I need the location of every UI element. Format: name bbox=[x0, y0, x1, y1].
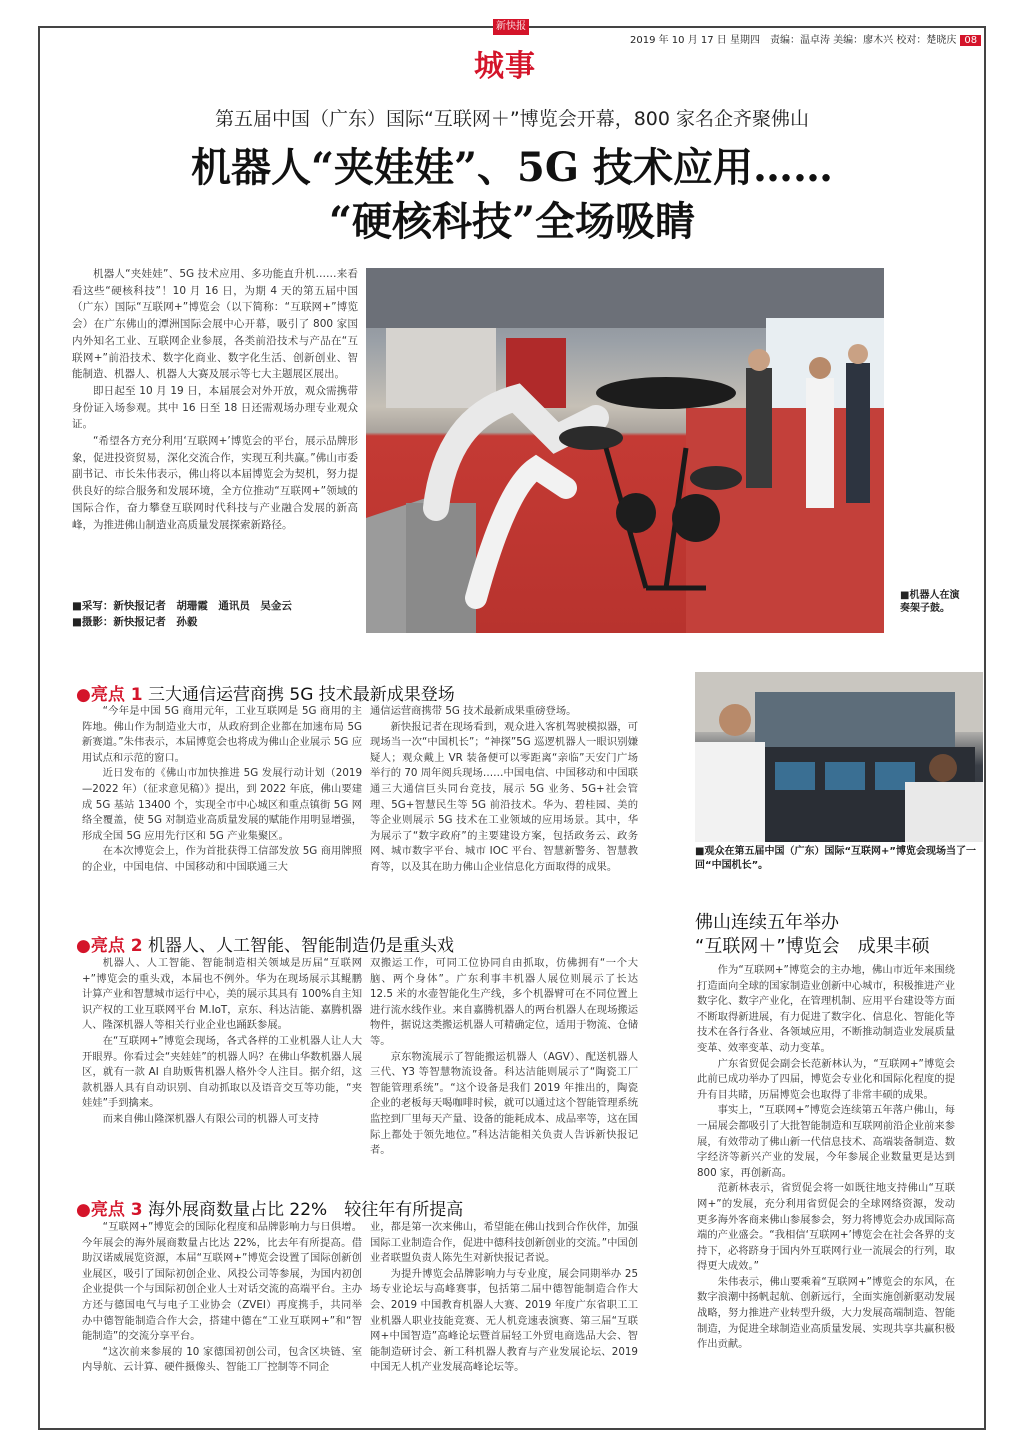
intro-paragraph: “希望各方充分利用‘互联网+’博览会的平台，展示品牌形象，促进投资贸易，深化交流合作，实现互利共赢。”佛山市委副书记、市长朱伟表示，佛山将以本届博览会为契机，努力提供良好的综合服务和发展环境，全方位推动“互联网+”领域的国际合作，奋力攀登互联网时代科技与产业融合发展的新高峰，为推进佛山制造业高质量发展探索新路径。 bbox=[72, 435, 358, 531]
highlight-1-heading bbox=[76, 680, 455, 705]
sidebar-text bbox=[697, 963, 955, 1353]
highlight-2-title: 机器人、人工智能、智能制造仍是重头戏 bbox=[148, 936, 454, 956]
highlight-3-title: 海外展商数量占比 22% 较往年有所提高 bbox=[148, 1200, 464, 1220]
body-paragraph: 机器人、人工智能、智能制造相关领域是历届“互联网+”博览会的重头戏，本届也不例外。华为在现场展示其鲲鹏计算产业和智慧城市运行中心，美的展示其具有 100%自主知识产权的工业互联网平台 M.IoT，京东、科达洁能、嘉腾机器人、隆深机器人等相关行业企业也踊跃参展。 bbox=[82, 957, 362, 1032]
byline-writer: ■采写：新快报记者 胡珊霞 通讯员 吴金云 bbox=[72, 600, 292, 612]
highlight-1-column-2 bbox=[370, 704, 638, 876]
highlight-3-tag: 亮点 3 bbox=[90, 1200, 143, 1220]
highlight-2-column-1 bbox=[82, 956, 362, 1128]
bullet-dot-icon: ● bbox=[76, 685, 91, 705]
photo-caption-simulator: ■观众在第五届中国（广东）国际“互联网+”博览会现场当了一回“中国机长”。 bbox=[695, 846, 976, 871]
highlight-2-heading bbox=[76, 931, 454, 956]
flight-simulator-illustration bbox=[695, 672, 983, 842]
sidebar-paragraph: 作为“互联网+”博览会的主办地，佛山市近年来围绕打造面向全球的国家制造业创新中心城市，积极推进产业数字化、数字产业化，在管理机制、应用平台建设等方面不断取得新进展，有力促进了数字化、信息化、智能化等技术在各行各业、各领域应用，不断推动制造业发展质量变革、效率变革、动力变革。 bbox=[697, 964, 955, 1054]
sidebar-heading-line-2: “互联网＋”博览会 成果丰硕 bbox=[695, 936, 930, 957]
byline-photographer: ■摄影：新快报记者 孙毅 bbox=[72, 616, 198, 628]
sidebar-heading bbox=[695, 911, 985, 959]
body-paragraph: 为提升博览会品牌影响力与专业度，展会同期举办 25 场专业论坛与高峰赛事，包括第二届中德智能制造合作大会、2019 中国教育机器人大赛、2019 年度广东省职工工业机器人职业技能竞赛、无人机竞速表演赛、第三届“互联网+中国智造”高峰论坛暨首届轻工外贸电商选品大会、智能制造研讨会、新工科机器人教育与产业发展论坛、2019 中国无人机产业发展高峰论坛等。 bbox=[370, 1267, 638, 1374]
body-paragraph: 在“互联网+”博览会现场，各式各样的工业机器人让人大开眼界。你看过会“夹娃娃”的机器人吗？在佛山华数机器人展区，就有一款 AI 自助贩售机器人格外令人注目。据介绍，这款机器人具有自动识别、自动抓取以及语音交互等功能，“夹娃娃”手到擒来。 bbox=[82, 1034, 362, 1110]
headline-line-1: 机器人“夹娃娃”、5G 技术应用…… bbox=[191, 144, 833, 191]
highlight-3-column-1 bbox=[82, 1220, 362, 1376]
sidebar-paragraph: 广东省贸促会副会长范新林认为，“互联网+”博览会此前已成功举办了四届，博览会专业化和国际化程度的提升有目共睹，历届博览会也取得了非常丰硕的成果。 bbox=[697, 1057, 955, 1101]
date-editor-text: 2019 年 10 月 17 日 星期四 责编：温卓涛 美编：廖木兴 校对：楚晓庆 bbox=[630, 35, 957, 46]
headline-line-2: “硬核科技”全场吸睛 bbox=[328, 198, 695, 245]
intro-text bbox=[72, 266, 358, 533]
sidebar-paragraph: 事实上，“互联网+”博览会连续第五年落户佛山，每一届展会都吸引了大批智能制造和互联网前沿企业前来参展，有效带动了佛山新一代信息技术、高端装备制造、数字经济等新兴产业的发展，今年参展企业数量更是达到 800 家，再创新高。 bbox=[697, 1104, 955, 1179]
subheadline: 第五届中国（广东）国际“互联网＋”博览会开幕，800 家名企齐聚佛山 bbox=[215, 108, 809, 130]
date-line bbox=[630, 31, 981, 46]
robot-drum-illustration bbox=[366, 268, 884, 633]
body-paragraph: 而来自佛山隆深机器人有限公司的机器人可支持 bbox=[102, 1112, 319, 1125]
photo-caption-robot: ■机器人在演奏架子鼓。 bbox=[900, 590, 960, 614]
sidebar-paragraph: 朱伟表示，佛山要乘着“互联网+”博览会的东风，在数字浪潮中扬帆起航、创新远行，全面实施创新驱动发展战略，努力推进产业转型升级，大力发展高端制造、智能制造，为促进全球制造业高质量发展、实现共享共赢积极作出贡献。 bbox=[697, 1275, 955, 1351]
intro-paragraph: 机器人“夹娃娃”、5G 技术应用、多功能直升机……来看看这些“硬核科技”！10 月 16 日，为期 4 天的第五届中国（广东）国际“互联网+”博览会（以下简称：“互联网+”博览会）在广东佛山的潭洲国际会展中心开幕，吸引了 800 家国内外知名工业、互联网企业参展，各类前沿技术与产品在“互联网+”前沿技术、数字化商业、数字化生活、创新创业、智能制造、机器人、机器人大赛及展示等七大主题展区展出。 bbox=[72, 268, 358, 381]
page-number: 08 bbox=[960, 35, 981, 46]
highlight-1-column-1 bbox=[82, 704, 362, 876]
body-paragraph: 新快报记者在现场看到，观众进入客机驾驶模拟器，可现场当一次“中国机长”；“神探”5G 巡逻机器人一眼识别嫌疑人；观众戴上 VR 装备便可以零距离“亲临”天安门广场举行的 70 周年阅兵现场……中国电信、中国移动和中国联通三大通信巨头同台竞技，展示 5G 业务、5G+社会管理、5G+智慧民生等 5G 前沿技术。华为、碧桂园、美的等企业则展示 5G 技术在工业领域的应用场景。其中，华为展示了“数字政府”的主要建设方案，包括政务云、政务网、城市数字平台、城市 IOC 平台、智慧新警务、智慧教育等，以及其在助力佛山企业信息化方面取得的成果。 bbox=[370, 720, 638, 873]
highlight-2-column-2 bbox=[370, 956, 638, 1159]
highlight-3-column-2 bbox=[370, 1220, 638, 1376]
body-paragraph: “互联网+”博览会的国际化程度和品牌影响力与日俱增。今年展会的海外展商数量占比达 22%，比去年有所提高。借助汉诺威展览资源，本届“互联网+”博览会设置了国际创新创业展区，吸引了国际初创企业、风投公司等参展，为国内初创企业提供一个与国际初创企业人士对话交流的高端平台。主办方还与德国电气与电子工业协会（ZVEI）再度携手，共同举办中德智能制造合作大会，搭建中德在“工业互联网+”和“智能制造”的交流分享平台。 bbox=[82, 1221, 362, 1343]
highlight-3-heading bbox=[76, 1195, 463, 1220]
intro-paragraph: 即日起至 10 月 19 日，本届展会对外开放，观众需携带身份证入场参观。其中 16 日至 18 日还需观场办理专业观众证。 bbox=[72, 384, 358, 431]
byline bbox=[72, 598, 358, 630]
masthead-badge: 新快报 bbox=[493, 19, 529, 35]
body-paragraph: “这次前来参展的 10 家德国初创公司，包含区块链、室内导航、云计算、硬件摄像头、智能工厂控制等不同企 bbox=[82, 1345, 362, 1374]
body-paragraph: 双搬运工作，可同工位协同自由抓取，仿佛拥有“一个大脑、两个身体”。广东利事丰机器人展位则展示了长达 12.5 米的水壶智能化生产线，多个机器臂可在不同位置上进行流水线作业。来自嘉腾机器人的两台机器人在现场搬运物件，据说这类搬运机器人可精确定位，适用于物流、仓储等。 bbox=[370, 957, 638, 1047]
bullet-dot-icon: ● bbox=[76, 1200, 91, 1220]
robot-drum-photo bbox=[366, 268, 884, 633]
highlight-2-tag: 亮点 2 bbox=[90, 936, 143, 956]
body-paragraph: 通信运营商携带 5G 技术最新成果重磅登场。 bbox=[370, 705, 577, 717]
body-paragraph: 京东物流展示了智能搬运机器人（AGV）、配送机器人三代、Y3 等智慧物流设备。科达洁能则展示了“陶瓷工厂智能管理系统”。“这个设备是我们 2019 年推出的，陶瓷企业的老板每天喝咖啡时候，就可以通过这个智能管理系统监控到厂里每天产量、设备的能耗成本、成品率等，这在国际上都处于领先地位。”科达洁能相关负责人告诉新快报记者。 bbox=[370, 1050, 638, 1157]
flight-simulator-photo bbox=[695, 672, 983, 842]
sidebar-paragraph: 范新林表示，省贸促会将一如既往地支持佛山“互联网+”的发展，充分利用省贸促会的全球网络资源，发动更多海外客商来佛山参展参会，努力将博览会办成国际高端的产业盛会。“我相信‘互联网+’博览会在社会各界的支持下，必将跻身于国内外互联网行业一流展会的行列，取得更大成效。” bbox=[697, 1182, 955, 1273]
bullet-dot-icon: ● bbox=[76, 936, 91, 956]
highlight-1-tag: 亮点 1 bbox=[90, 685, 143, 705]
section-title: 城事 bbox=[474, 49, 536, 84]
highlight-1-title: 三大通信运营商携 5G 技术最新成果登场 bbox=[148, 685, 455, 705]
body-paragraph: 在本次博览会上，作为首批获得工信部发放 5G 商用牌照的企业，中国电信、中国移动和中国联通三大 bbox=[82, 845, 362, 873]
body-paragraph: “今年是中国 5G 商用元年，工业互联网是 5G 商用的主阵地。佛山作为制造业大市，从政府到企业都在加速布局 5G 新赛道。”朱伟表示，本届博览会也将成为佛山企业展示 5G 应用试点和示范的窗口。 bbox=[82, 705, 362, 764]
body-paragraph: 业，都是第一次来佛山，希望能在佛山找到合作伙伴，加强国际工业制造合作，促进中德科技创新创业的交流。”中国创业者联盟负责人陈先生对新快报记者说。 bbox=[370, 1221, 638, 1265]
body-paragraph: 近日发布的《佛山市加快推进 5G 发展行动计划（2019—2022 年）（征求意见稿）》提出，到 2022 年底，佛山要建成 5G 基站 13400 个，实现全市中心城区和重点镇街 5G 网络全覆盖，使 5G 对制造业高质量发展的赋能作用明显增强，形成全国 5G 应用先行区和 5G 产业集聚区。 bbox=[82, 767, 362, 842]
sidebar-heading-line-1: 佛山连续五年举办 bbox=[695, 912, 839, 933]
